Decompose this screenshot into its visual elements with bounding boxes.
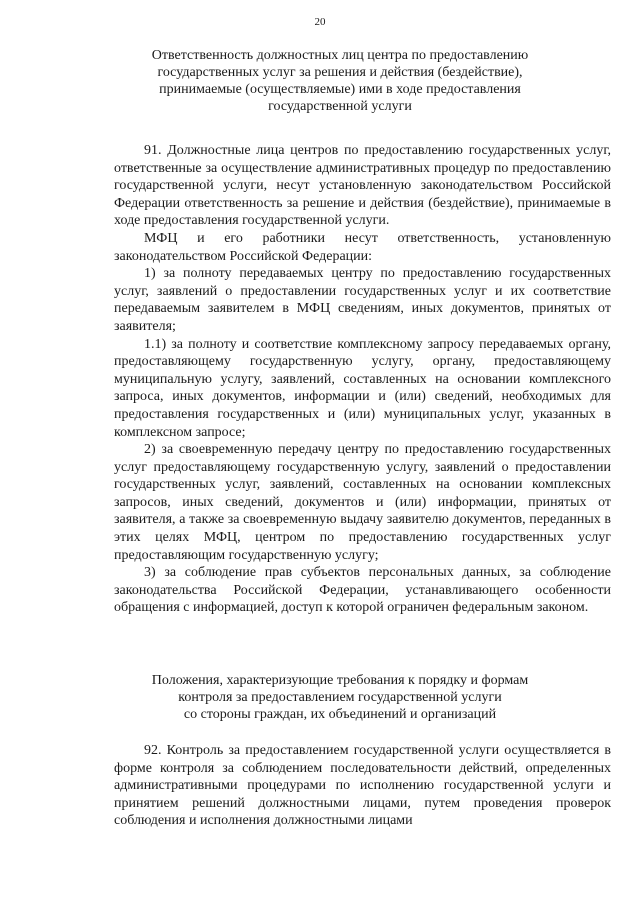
heading-line: государственных услуг за решения и действия (бездействие), xyxy=(157,65,523,80)
heading-line: принимаемые (осуществляемые) ими в ходе предоставления xyxy=(159,82,521,97)
paragraph-mfc-responsibility: МФЦ и его работники несут ответственность, установленную законодательством Российской Федерации: xyxy=(114,230,611,264)
heading-line: Положения, характеризующие требования к порядку и формам xyxy=(151,673,529,688)
list-item-3: 3) за соблюдение прав субъектов персональных данных, за соблюдение законодательства Российской Федерации, устанавливающего особенности обращения с информацией, доступ к которой ограничен федеральным законом. xyxy=(114,565,611,616)
control-section-body xyxy=(114,742,611,830)
section-heading-control xyxy=(140,672,540,723)
paragraph-91: 91. Должностные лица центров по предоставлению государственных услуг, ответственные за осуществление административных процедур по предоставлению государственной услуги, несут установленную законодательством Российской Федерации ответственность за решение и действия (бездействие), принимаемые в ходе предоставления государственной услуги. xyxy=(114,143,611,229)
section-heading-responsibility xyxy=(140,47,540,115)
heading-line: со стороны граждан, их объединений и организаций xyxy=(183,707,497,722)
page-number: 20 xyxy=(314,16,326,28)
list-item-2: 2) за своевременную передачу центру по предоставлению государственных услуг предоставляющему государственную услугу, заявлений о предоставлении государственных услуг, заявлений, составленных на основании комплексных запросов, иных сведений, документов и (или) информации, принятых от заявителя, а также за своевременную выдачу заявителю документов, переданных в этих целях МФЦ, центром по предоставлению государственных услуг предоставляющим государственную услугу; xyxy=(114,442,611,563)
responsibility-section-body xyxy=(114,142,611,617)
list-item-1: 1) за полноту передаваемых центру по предоставлению государственных услуг, заявлений о предоставлении государственных услуг и их соответствие передаваемым заявителем в МФЦ сведениям, иных документов, принятых от заявителя; xyxy=(114,266,611,334)
paragraph-92: 92. Контроль за предоставлением государственной услуги осуществляется в форме контроля за соблюдением последовательности действий, определенных административными процедурами по исполнению государственной услуги и принятием решений должностными лицами, путем проведения проверок соблюдения и исполнения должностными лицами xyxy=(114,743,611,829)
list-item-1-1: 1.1) за полноту и соответствие комплексному запросу передаваемых органу, предоставляющему государственную услугу, органу, предоставляющему муниципальную услугу, заявлений, составленных на основании комплексного запроса, иных документов, информации и (или) сведений, необходимых для предоставления государственных и (или) муниципальных услуг, указанных в комплексном запросе; xyxy=(114,336,611,440)
heading-line: контроля за предоставлением государственной услуги xyxy=(178,690,502,705)
heading-line: государственной услуги xyxy=(268,99,412,114)
heading-line: Ответственность должностных лиц центра по предоставлению xyxy=(151,48,529,63)
